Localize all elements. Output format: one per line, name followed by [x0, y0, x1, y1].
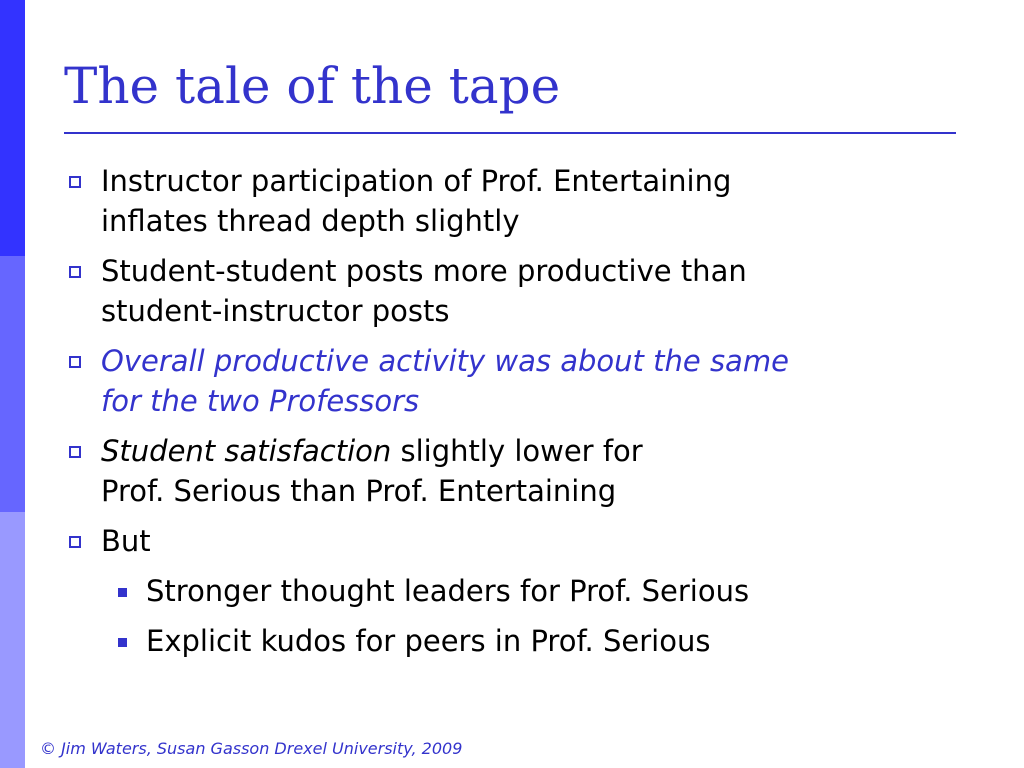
sub-bullet-text: Stronger thought leaders for Prof. Serious	[146, 574, 750, 608]
bullet-text-line	[101, 431, 964, 471]
bullet-text-line: But	[101, 524, 151, 558]
bullet-text-line: Instructor participation of Prof. Entertaining	[101, 164, 732, 198]
slide-title: The tale of the tape	[64, 57, 561, 115]
solid-square-bullet-icon	[118, 638, 127, 647]
sidebar-band-bottom	[0, 512, 25, 768]
sub-bullet-text: Explicit kudos for peers in Prof. Serious	[146, 624, 711, 658]
sub-bullet-item	[64, 621, 964, 661]
copyright-footer: © Jim Waters, Susan Gasson Drexel University, 2009	[40, 739, 463, 758]
bullet-text-line: inflates thread depth slightly	[101, 204, 520, 238]
bullet-item	[64, 431, 964, 511]
sub-bullet-item	[64, 571, 964, 611]
bullet-item	[64, 251, 964, 331]
hollow-square-bullet-icon	[69, 536, 81, 548]
hollow-square-bullet-icon	[69, 176, 81, 188]
bullet-text-line: Overall productive activity was about the same	[101, 344, 789, 378]
bullet-text-line: for the two Professors	[101, 384, 420, 418]
bullet-text-line: Prof. Serious than Prof. Entertaining	[101, 474, 617, 508]
bullet-item-highlighted	[64, 341, 964, 421]
bullet-item	[64, 521, 964, 561]
solid-square-bullet-icon	[118, 588, 127, 597]
hollow-square-bullet-icon	[69, 356, 81, 368]
bullet-text-rest: slightly lower for	[391, 434, 643, 468]
bullet-text-line: Student-student posts more productive than	[101, 254, 747, 288]
hollow-square-bullet-icon	[69, 446, 81, 458]
emphasized-text: Student satisfaction	[101, 434, 392, 468]
bullet-text-line: student-instructor posts	[101, 294, 450, 328]
sidebar-band-top	[0, 0, 25, 256]
sidebar-decoration	[0, 0, 25, 768]
hollow-square-bullet-icon	[69, 266, 81, 278]
sidebar-band-middle	[0, 256, 25, 512]
bullet-list	[64, 161, 964, 671]
bullet-item	[64, 161, 964, 241]
title-divider	[64, 132, 956, 134]
